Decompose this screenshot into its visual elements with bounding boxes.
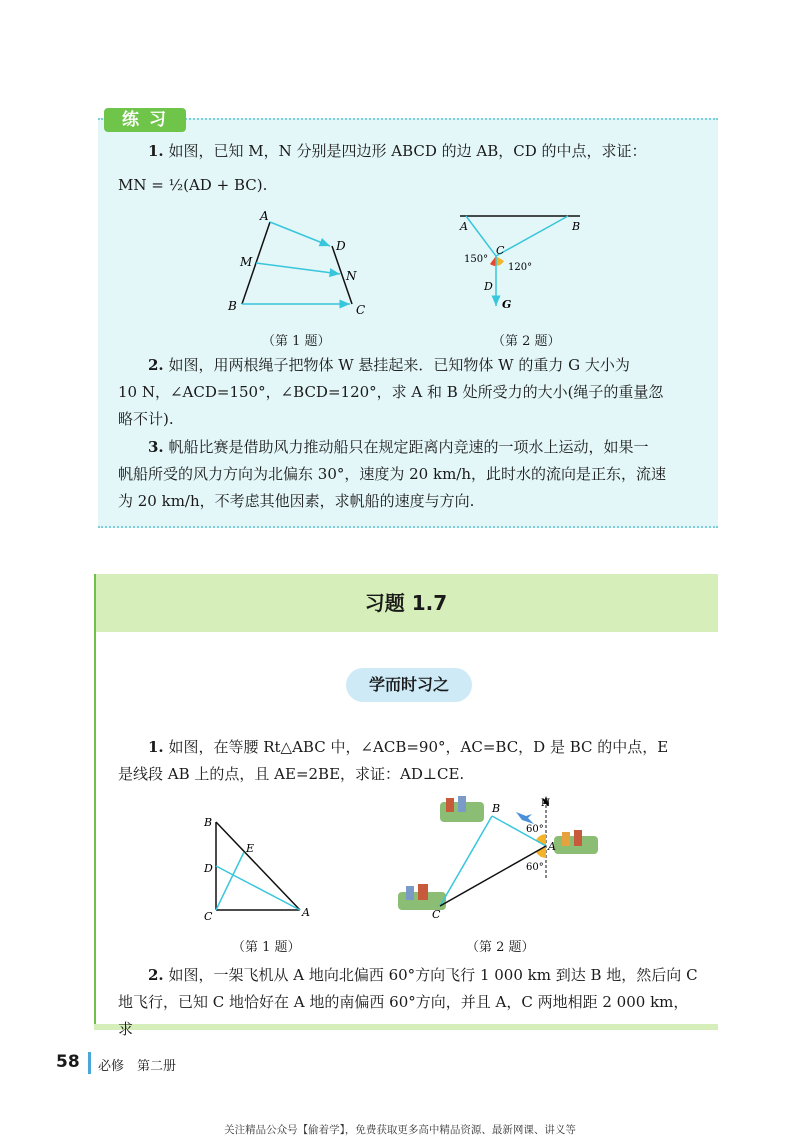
angle-label-south: 60° bbox=[526, 862, 544, 873]
practice-q1-formula: MN = ½(AD + BC). bbox=[118, 176, 268, 194]
q-number: 2. bbox=[148, 356, 164, 374]
label-a: A bbox=[302, 906, 310, 919]
practice-q2-line3: 略不计). bbox=[118, 410, 174, 428]
angle-marker-bcd bbox=[496, 256, 504, 266]
label-a: A bbox=[548, 840, 556, 853]
watermark-text: 关注精品公众号【偷着学】，免费获取更多高中精品资源、最新网课、讲义等 bbox=[224, 1124, 576, 1136]
practice-figure-1 bbox=[220, 206, 380, 326]
angle-label-north: 60° bbox=[526, 824, 544, 835]
practice-fig1-caption: （第 1 题） bbox=[262, 334, 331, 349]
label-d: D bbox=[204, 862, 213, 875]
label-e: E bbox=[246, 842, 255, 855]
page-number: 58 bbox=[56, 1052, 80, 1072]
vector-mn bbox=[256, 263, 340, 274]
q-number: 1. bbox=[148, 142, 164, 160]
label-b: B bbox=[572, 220, 581, 233]
exercise-q1 bbox=[118, 734, 698, 761]
practice-q3-line2: 帆船所受的风力方向为北偏东 30°，速度为 20 km/h，此时水的流向是正东，流速 bbox=[118, 465, 667, 483]
rope-bc bbox=[496, 216, 568, 256]
airplane-icon bbox=[516, 812, 534, 824]
practice-q3 bbox=[118, 434, 698, 461]
practice-figure-2 bbox=[456, 206, 596, 318]
rope-ac bbox=[466, 216, 496, 256]
practice-q2 bbox=[118, 352, 698, 379]
section-tag: 学而时习之 bbox=[346, 668, 472, 702]
label-b: B bbox=[228, 299, 237, 313]
q-number: 3. bbox=[148, 438, 164, 456]
practice-q2-line2: 10 N，∠ACD=150°，∠BCD=120°，求 A 和 B 处所受力的大小(绳子的重量忽 bbox=[118, 383, 664, 401]
footer-divider bbox=[88, 1052, 91, 1074]
label-b: B bbox=[204, 816, 213, 829]
practice-tag: 练 习 bbox=[104, 108, 186, 132]
angle-marker-north bbox=[536, 834, 546, 846]
label-g: G bbox=[502, 298, 512, 311]
practice-q1 bbox=[118, 138, 698, 165]
label-c: C bbox=[356, 303, 366, 317]
segment-ad bbox=[216, 866, 300, 910]
q-text: 如图，在等腰 Rt△ABC 中，∠ACB=90°，AC=BC，D 是 BC 的中点，E bbox=[168, 738, 669, 756]
q-text: 如图，一架飞机从 A 地向北偏西 60°方向飞行 1 000 km 到达 B 地，然后向 C bbox=[168, 966, 698, 984]
angle-marker-acd bbox=[490, 256, 496, 266]
side-ab bbox=[216, 822, 300, 910]
exercise-title: 习题 1.7 bbox=[364, 591, 448, 615]
book-title: 必修 第二册 bbox=[98, 1059, 177, 1074]
label-n: N bbox=[541, 798, 551, 809]
label-a: A bbox=[460, 220, 468, 233]
exercise-q2-line2: 地飞行，已知 C 地恰好在 A 地的南偏西 60°方向，并且 A，C 两地相距 2 000 km，求 bbox=[118, 993, 689, 1038]
angle-marker-south bbox=[536, 846, 546, 858]
label-m: M bbox=[240, 255, 253, 269]
q-text: 帆船比赛是借助风力推动船只在规定距离内竞速的一项水上运动，如果一 bbox=[168, 438, 649, 456]
segment-ce bbox=[216, 852, 244, 910]
exercise-q2 bbox=[118, 962, 698, 989]
q-text: 如图，用两根绳子把物体 W 悬挂起来．已知物体 W 的重力 G 大小为 bbox=[168, 356, 630, 374]
label-c: C bbox=[204, 910, 213, 923]
exercise-left-border bbox=[94, 574, 96, 1030]
label-b: B bbox=[492, 802, 501, 815]
angle-label-150: 150° bbox=[464, 254, 489, 265]
practice-fig2-caption: （第 2 题） bbox=[492, 334, 561, 349]
exercise-q1-line2: 是线段 AB 上的点，且 AE=2BE，求证：AD⊥CE. bbox=[118, 765, 465, 783]
q-number: 1. bbox=[148, 738, 164, 756]
label-n: N bbox=[346, 269, 357, 283]
exercise-fig2-caption: （第 2 题） bbox=[466, 940, 535, 955]
q-number: 2. bbox=[148, 966, 164, 984]
label-d: D bbox=[336, 239, 346, 253]
label-a: A bbox=[260, 209, 269, 223]
exercise-fig1-caption: （第 1 题） bbox=[232, 940, 301, 955]
q-text: 如图，已知 M，N 分别是四边形 ABCD 的边 AB，CD 的中点，求证： bbox=[168, 142, 647, 160]
exercise-figure-1 bbox=[196, 812, 326, 924]
path-ac bbox=[440, 846, 546, 906]
label-c: C bbox=[432, 908, 441, 921]
exercise-figure-2 bbox=[394, 794, 608, 922]
vector-ad bbox=[270, 222, 330, 246]
label-d: D bbox=[484, 280, 493, 293]
practice-q3-line3: 为 20 km/h，不考虑其他因素，求帆船的速度与方向. bbox=[118, 492, 475, 510]
label-c: C bbox=[496, 244, 505, 257]
angle-label-120: 120° bbox=[508, 262, 533, 273]
path-bc bbox=[440, 816, 492, 906]
